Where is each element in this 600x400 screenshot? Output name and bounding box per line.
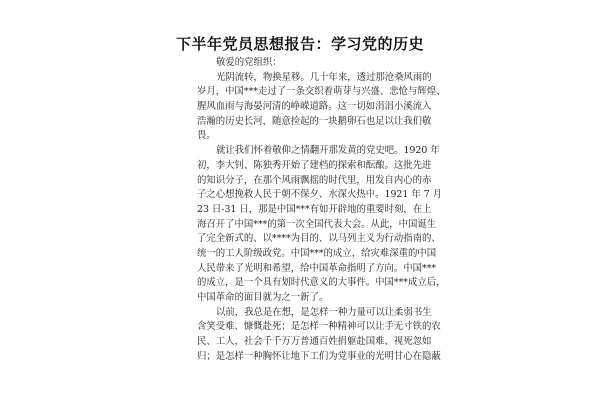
- paragraph-line: 的成立，是一个具有划时代意义的大事件。中国***成立后，: [197, 277, 446, 289]
- paragraph-line: 岁月，中国***走过了一条交织着萌芽与兴盛、悲怆与辉煌、: [197, 86, 446, 98]
- paragraph-line: 的知识分子，在那个风雨飘摇的时代里，用发自内心的赤: [197, 174, 432, 186]
- paragraph-line: 子之心想挽救人民于朝不保夕、水深火热中。1921 年 7 月: [197, 189, 443, 201]
- paragraph-line: 腥风血雨与海晏河清的峥嵘道路。这一切如涓涓小溪流入: [197, 101, 432, 113]
- paragraph-line: 中国革命的面目就为之一新了。: [197, 292, 329, 303]
- paragraph-line: 海召开了中国***的第一次全国代表大会。从此，中国诞生: [197, 218, 437, 230]
- paragraph-line: 民、工人，社会千千万万普通百姓捐躯赴国难、视死忽如: [197, 336, 432, 348]
- paragraph-line: 人民带来了光明和希望，给中国革命指明了方向。中国***: [197, 262, 437, 274]
- paragraph-line: 浩瀚的历史长河，随意捡起的一块鹅卵石也足以让我们敬: [197, 115, 432, 127]
- paragraph-line: 了完全新式的、以****为目的、以马列主义为行动指南的、: [197, 233, 441, 245]
- paragraph-line: 统一的工人阶级政党。中国***的成立，给灾难深重的中国: [197, 247, 437, 259]
- paragraph-line: 归；是怎样一种胸怀让地下工们为党事业的光明甘心在隐蔽: [197, 350, 441, 362]
- paragraph-line: 就让我们怀着敬仰之情翻开那发黄的党史吧。1920 年: [216, 145, 440, 157]
- paragraph-line: 以前，我总是在想，是怎样一种力量可以让柔弱书生: [216, 306, 432, 318]
- salutation: 敬爱的党组织：: [216, 57, 282, 68]
- document-body: [197, 56, 446, 364]
- paragraph-line: 含笑受难、慷慨赴死；是怎样一种精神可以让手无寸铁的农: [197, 321, 441, 333]
- paragraph-line: 畏。: [197, 130, 216, 142]
- paragraph-line: 初，李大钊、陈独秀开始了建档的探索和酝酿。这批先进: [197, 159, 432, 171]
- document-title: 下半年党员思想报告：学习党的历史: [175, 35, 424, 53]
- paragraph-line: 23 日-31 日，那是中国***有如开辟地的重要时刻，在上: [197, 203, 432, 215]
- paragraph-line: 光阴流转，物换星移。几十年来，透过那沧桑风雨的: [216, 71, 432, 83]
